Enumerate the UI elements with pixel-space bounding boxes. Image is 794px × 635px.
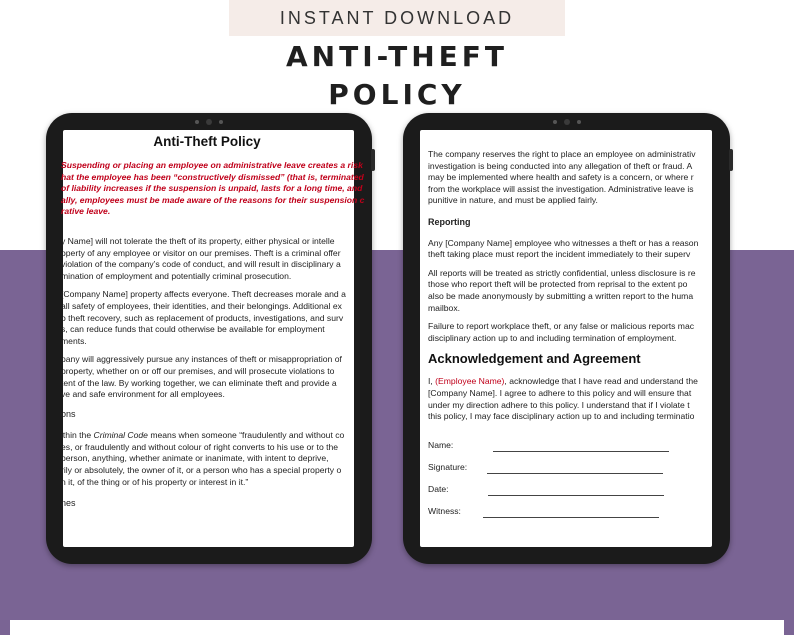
tablet-screen-right — [420, 130, 712, 547]
signature-row-date — [428, 474, 718, 496]
policy-paragraph — [428, 149, 718, 207]
text-line: o theft recovery, such as replacement of products, investigations, and surv — [61, 312, 344, 323]
text-line: theft taking place must report the incident immediately to their superv — [428, 249, 691, 260]
text-line: investigation is being conducted into any allegation of theft or fraud. A — [428, 160, 693, 171]
witness-line — [483, 510, 659, 518]
signature-label: Signature: — [428, 462, 468, 473]
tablet-right — [403, 113, 730, 564]
camera-icon — [553, 119, 581, 125]
signature-row-signature — [428, 452, 718, 474]
text-line: ve and safe environment for all employees. — [61, 389, 225, 400]
text-line: violation of the company’s code of conduct, and will result in disciplinary a — [61, 259, 341, 270]
policy-paragraph — [61, 236, 353, 282]
side-button — [371, 149, 375, 171]
tablet-left — [46, 113, 372, 564]
policy-paragraph — [61, 289, 353, 347]
text-line: mination of employment and potentially criminal prosecution. — [61, 270, 292, 281]
text-line: this policy, I may face disciplinary action up to and including terminatio — [428, 411, 695, 422]
policy-page-2 — [428, 149, 718, 518]
reporting-heading: Reporting — [428, 216, 471, 227]
warning-line: of liability increases if the suspension is unpaid, lasts for a long time, and — [61, 183, 363, 194]
product-title — [200, 38, 594, 114]
criminal-code-reference: Criminal Code — [93, 430, 148, 441]
signature-block — [428, 430, 718, 518]
policy-paragraph — [428, 321, 718, 344]
text-fragment: I, — [428, 376, 436, 387]
title-line-2: POLICY — [328, 78, 466, 111]
instant-download-badge — [229, 0, 565, 36]
text-line: ments. — [61, 335, 87, 346]
text-fragment: means when someone “fraudulently and without co — [147, 430, 345, 441]
signature-row-witness — [428, 496, 718, 518]
text-line: pany will aggressively pursue any instances of theft or misappropriation of — [61, 354, 342, 365]
text-line: rily or absolutely, the owner of it, or a person who has a special property o — [61, 465, 342, 476]
date-label: Date: — [428, 484, 449, 495]
badge-label: INSTANT DOWNLOAD — [279, 7, 515, 28]
warning-line: ally, employees must be made aware of the reasons for their suspension c — [61, 194, 365, 205]
text-line: Any [Company Name] employee who witnesses a theft or has a reason — [428, 237, 699, 248]
text-line: operty of any employee or visitor on our premises. Theft is a criminal offer — [61, 247, 341, 258]
text-line: may be implemented where health and safety is a concern, or where r — [428, 172, 694, 183]
bottom-white-card — [10, 620, 784, 635]
warning-line: Suspending or placing an employee on administrative leave creates a risk — [61, 160, 363, 170]
title-line-1: ANTI-THEFT — [285, 40, 508, 73]
text-line: es, or fraudulently and without colour of right converts to his use or to the — [61, 441, 339, 452]
policy-paragraph — [61, 430, 353, 488]
text-line: Failure to report workplace theft, or any false or malicious reports mac — [428, 321, 695, 332]
warning-line: hat the employee has been “constructively dismissed” (that is, terminated — [61, 171, 364, 182]
text-fragment: , acknowledge that I have read and understand the — [504, 376, 698, 387]
text-line: The company reserves the right to place an employee on administrativ — [428, 149, 696, 159]
name-line — [493, 444, 669, 452]
text-fragment: ithin the — [61, 430, 94, 441]
text-line: disciplinary action up to and including termination of employment. — [428, 332, 677, 343]
text-line: also be made anonymously by submitting a written report to the huma — [428, 290, 694, 301]
section-heading: nes — [61, 498, 76, 509]
text-line: y Name] will not tolerate the theft of its property, either physical or intelle — [61, 235, 335, 246]
name-label: Name: — [428, 440, 454, 451]
document-title: Anti-Theft Policy — [153, 134, 261, 149]
policy-paragraph — [428, 268, 718, 314]
tablet-screen-left — [61, 130, 365, 547]
text-line: person, anything, whether animate or inanimate, with intent to deprive, — [61, 453, 329, 464]
text-line: [Company Name] property affects everyone. Theft decreases morale and a — [61, 289, 346, 300]
acknowledgement-heading: Acknowledgement and Agreement — [428, 351, 641, 367]
policy-paragraph — [61, 354, 353, 400]
text-line: tent of the law. By working together, we can eliminate theft and provide a — [61, 377, 337, 388]
text-line: all safety of employees, their identities, and their belongings. Additional ex — [61, 300, 342, 311]
acknowledgement-paragraph — [428, 376, 718, 422]
camera-icon — [195, 119, 223, 125]
signature-row-name — [428, 430, 718, 452]
text-line: from the workplace will assist the investigation. Administrative leave is — [428, 183, 694, 194]
warning-note — [61, 160, 365, 218]
text-line: All reports will be treated as strictly confidential, unless disclosure is re — [428, 267, 696, 278]
witness-label: Witness: — [428, 506, 461, 517]
text-line: under my direction adhere to this policy. I understand that if I violate t — [428, 399, 690, 410]
text-line: those who report theft will be protected from reprisal to the extent po — [428, 279, 688, 290]
policy-paragraph — [428, 238, 718, 261]
text-line: n it, of the thing or of his property or interest in it.” — [61, 476, 249, 487]
text-line: [Company Name]. I agree to adhere to this policy and will ensure that — [428, 387, 692, 398]
text-line: property, whether on or off our premises, and will prosecute violations to — [61, 365, 335, 376]
signature-line — [487, 466, 663, 474]
side-button — [729, 149, 733, 171]
employee-name-placeholder: (Employee Name) — [435, 376, 505, 387]
section-heading: ons — [61, 408, 76, 419]
text-line: mailbox. — [428, 302, 460, 313]
text-line: punitive in nature, and must be applied fairly. — [428, 195, 598, 206]
policy-page-1 — [61, 134, 365, 517]
date-line — [488, 488, 664, 496]
text-line: s, can reduce funds that could otherwise be available for employment — [61, 324, 325, 335]
warning-line: rative leave. — [61, 206, 111, 217]
